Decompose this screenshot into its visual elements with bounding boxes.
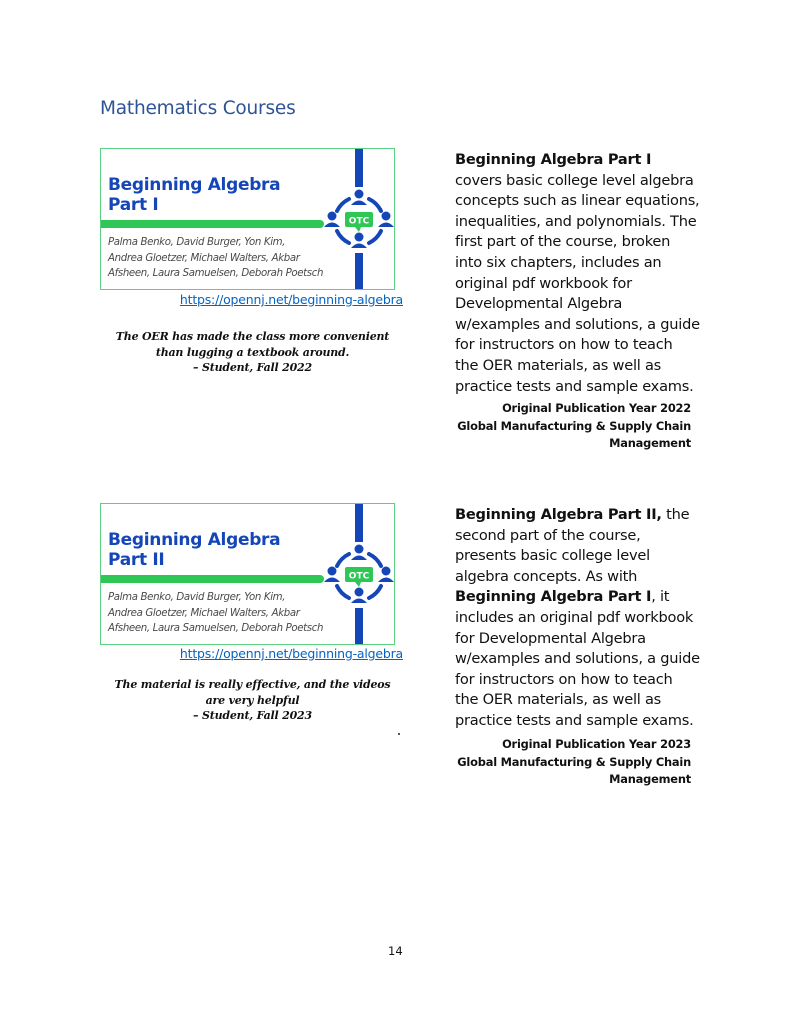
decorative-vertical-bar	[355, 253, 363, 290]
student-quote-part-2: The material is really effective, and the videos are very helpful – Student, Fall 2023	[114, 678, 391, 722]
course-link-part-1[interactable]: https://opennj.net/beginning-algebra	[179, 292, 403, 307]
course-description-part-1: Beginning Algebra Part I covers basic college level algebra concepts such as linear equations, inequalities, and polynomials. The first part of the course, broken into six chapters, includes an original pdf workbook for Developmental Algebra w/examples and solutions, a guide for instructors on how to teach the OER materials, as well as practice tests and sample exams.	[455, 151, 700, 395]
department: Global Manufacturing & Supply Chain	[457, 418, 691, 433]
svg-text:OTC: OTC	[348, 216, 370, 227]
stray-mark	[398, 733, 400, 735]
decorative-vertical-bar	[355, 149, 363, 187]
section-title: Mathematics Courses	[100, 98, 296, 119]
svg-text:OTC: OTC	[348, 571, 370, 582]
otc-community-logo-icon	[323, 185, 395, 257]
cover-title: Beginning Algebra Part I	[108, 175, 281, 215]
department-cont: Management	[609, 772, 691, 786]
course-meta-part-2	[440, 736, 691, 789]
decorative-vertical-bar	[355, 608, 363, 645]
department-cont: Management	[609, 436, 691, 450]
publication-year: Original Publication Year 2023	[502, 737, 691, 751]
course-meta-part-1	[440, 400, 691, 453]
page-number: 14	[388, 944, 403, 958]
cover-authors: Palma Benko, David Burger, Yon Kim, Andrea Gloetzer, Michael Walters, Akbar Afsheen, Laura Samuelsen, Deborah Poetsch	[108, 237, 324, 279]
cover-authors: Palma Benko, David Burger, Yon Kim, Andrea Gloetzer, Michael Walters, Akbar Afsheen, Laura Samuelsen, Deborah Poetsch	[108, 592, 324, 634]
decorative-vertical-bar	[355, 504, 363, 542]
decorative-green-bar	[101, 575, 324, 583]
department: Global Manufacturing & Supply Chain	[457, 754, 691, 769]
course-cover-image-part-2	[100, 503, 395, 645]
cover-title: Beginning Algebra Part II	[108, 530, 281, 570]
course-description-part-2: Beginning Algebra Part II, the second part of the course, presents basic college level algebra concepts. As with Beginning Algebra Part I, it includes an original pdf workbook for Developmental Algebra w/examples and solutions, a guide for instructors on how to teach the OER materials, as well as practice tests and sample exams.	[455, 506, 700, 729]
publication-year: Original Publication Year 2022	[502, 401, 691, 415]
student-quote-part-1: The OER has made the class more convenient than lugging a textbook around. – Student, Fall 2022	[115, 330, 390, 374]
course-link-part-2[interactable]: https://opennj.net/beginning-algebra	[179, 646, 403, 661]
decorative-green-bar	[101, 220, 324, 228]
otc-community-logo-icon	[323, 540, 395, 612]
course-cover-image-part-1	[100, 148, 395, 290]
